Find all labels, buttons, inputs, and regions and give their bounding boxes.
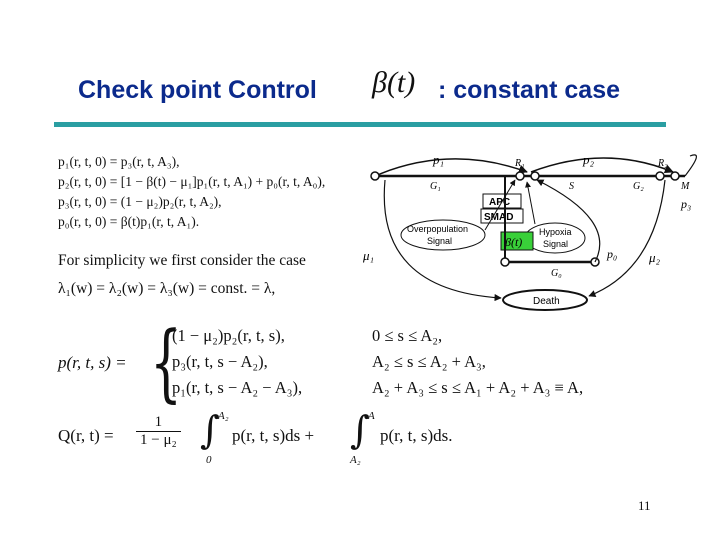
label-r1: R₁ — [515, 158, 525, 169]
label-p0: p₀ — [607, 247, 618, 261]
case-2-expr: p₃(r, t, s − A₂), — [172, 352, 268, 371]
integral-2: ∫ — [350, 408, 370, 452]
label-mu2: μ₂ — [649, 250, 661, 265]
page-number: 11 — [638, 498, 651, 513]
piecewise-definition — [58, 313, 698, 411]
title-beta: β(t) — [372, 66, 416, 99]
equation-p3: p₃(r, t, 0) = (1 − μ₂)p₂(r, t, A₂), — [58, 194, 222, 209]
cell-cycle-diagram — [355, 150, 700, 315]
arc-p1 — [375, 159, 527, 176]
overpopulation-signal-label: Signal — [427, 236, 453, 246]
label-p3: p₃ — [681, 197, 692, 211]
case-1-cond: 0 ≤ s ≤ A₂, — [372, 326, 443, 345]
label-r2: R₂ — [658, 158, 668, 169]
title-right: : constant case — [438, 76, 621, 104]
boundary-equations — [58, 152, 378, 232]
node-r2-left — [656, 172, 664, 180]
label-g0: G₀ — [551, 268, 562, 279]
label-g2: G₂ — [633, 181, 644, 192]
arc-p2 — [531, 158, 673, 172]
beta-label: β(t) — [505, 235, 523, 249]
q-fraction-numerator: 1 — [136, 414, 181, 432]
case-3-expr: p₁(r, t, s − A₂ − A₃), — [172, 378, 303, 397]
equation-p1: p₁(r, t, 0) = p₃(r, t, A₃), — [58, 154, 180, 169]
case-1-expr: (1 − μ₂)p₂(r, t, s), — [172, 326, 285, 345]
smad-label: SMAD — [484, 212, 514, 223]
q-fraction-denominator: 1 − μ₂ — [140, 432, 177, 448]
integral-2-body: p(r, t, s)ds. — [380, 426, 453, 445]
node-r2-right — [671, 172, 679, 180]
arc-p3 — [685, 155, 696, 176]
equation-p0: p₀(r, t, 0) = β(t)p₁(r, t, A₁). — [58, 214, 200, 229]
arrow-hypoxia-r1 — [527, 182, 535, 224]
simplicity-text: For simplicity we first consider the case — [58, 252, 306, 269]
apc-label: APC — [489, 197, 511, 208]
integral-1-lower: 0 — [206, 454, 212, 466]
q-lhs: Q(r, t) = — [58, 426, 114, 445]
slide-title — [0, 62, 720, 118]
integral-2-lower: A₂ — [350, 454, 361, 466]
integral-1-body: p(r, t, s)ds + — [232, 426, 315, 445]
node-g0-start — [501, 258, 509, 266]
label-m: M — [681, 181, 690, 192]
arrow-mu2-death — [589, 180, 665, 296]
piecewise-lhs: p(r, t, s) = — [58, 353, 127, 372]
case-3-cond: A₂ + A₃ ≤ s ≤ A₁ + A₂ + A₃ ≡ A, — [372, 378, 584, 397]
hypoxia-label: Hypoxia — [539, 227, 572, 237]
integral-2-upper: A — [368, 410, 375, 422]
label-p1: p₁ — [433, 152, 445, 167]
equation-p2: p₂(r, t, 0) = [1 − β(t) − μ₁]p₁(r, t, A₁) + p₀(r, t, A₀), — [58, 174, 326, 189]
lambda-equation: λ₁(w) = λ₂(w) = λ₃(w) = const. = λ, — [58, 280, 276, 297]
title-left: Check point Control — [78, 76, 317, 104]
label-s: S — [569, 181, 574, 192]
label-p2: p₂ — [583, 152, 595, 167]
overpopulation-label: Overpopulation — [407, 224, 469, 234]
case-2-cond: A₂ ≤ s ≤ A₂ + A₃, — [372, 352, 486, 371]
q-fraction — [136, 414, 181, 449]
death-label: Death — [533, 296, 560, 307]
hypoxia-signal-label: Signal — [543, 239, 569, 249]
integral-1-upper: A₂ — [218, 410, 229, 422]
left-brace: { — [150, 313, 183, 411]
integral-1: ∫ — [200, 408, 220, 452]
node-r1-right — [531, 172, 539, 180]
label-g1: G₁ — [430, 181, 441, 192]
node-start — [371, 172, 379, 180]
q-formula — [58, 408, 698, 474]
label-mu1: μ₁ — [363, 248, 375, 263]
node-r1-left — [516, 172, 524, 180]
title-divider — [54, 122, 666, 127]
